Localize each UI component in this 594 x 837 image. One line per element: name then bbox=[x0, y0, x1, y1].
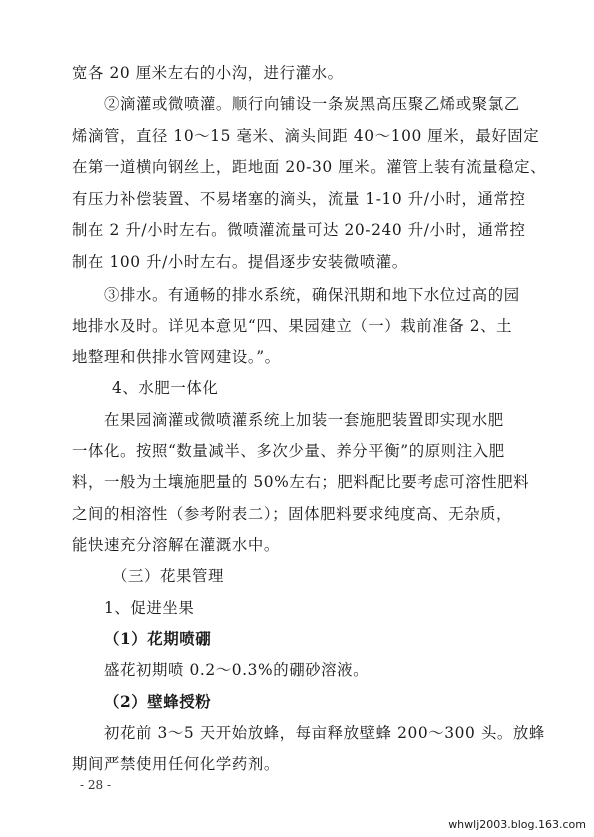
text-line: ③排水。有通畅的排水系统，确保汛期和地下水位过高的园 bbox=[104, 286, 520, 304]
text-line: 之间的相溶性（参考附表二）；固体肥料要求纯度高、无杂质， bbox=[72, 505, 513, 523]
section-heading: 1、促进坐果 bbox=[104, 599, 195, 617]
text-line: 一体化。按照“数量减半、多次少量、养分平衡”的原则注入肥 bbox=[72, 442, 505, 460]
page-number: - 28 - bbox=[80, 778, 112, 792]
subsection-heading: （1）花期喷硼 bbox=[104, 630, 212, 648]
text-line: 地整理和供排水管网建设。”。 bbox=[72, 348, 281, 366]
text-line: 制在 2 升/小时左右。微喷灌流量可达 20-240 升/小时，通常控 bbox=[72, 221, 526, 239]
text-line: 能快速充分溶解在灌溉水中。 bbox=[72, 536, 280, 554]
watermark: whwlj2003.blog.163.com bbox=[448, 818, 586, 831]
text-line: 有压力补偿装置、不易堵塞的滴头，流量 1-10 升/小时，通常控 bbox=[72, 190, 526, 208]
text-line: 制在 100 升/小时左右。提倡逐步安装微喷灌。 bbox=[72, 253, 408, 271]
subsection-heading: （2）壁蜂授粉 bbox=[104, 693, 212, 711]
text-line: 烯滴管，直径 10～15 毫米、滴头间距 40～100 厘米，最好固定 bbox=[72, 127, 540, 145]
section-heading: （三）花果管理 bbox=[112, 567, 224, 585]
text-line: 初花前 3～5 天开始放蜂，每亩释放壁蜂 200～300 头。放蜂 bbox=[104, 724, 545, 742]
text-line: 料，一般为土壤施肥量的 50%左右；肥料配比要考虑可溶性肥料 bbox=[72, 473, 530, 491]
section-heading: 4、水肥一体化 bbox=[112, 379, 219, 397]
text-line: ②滴灌或微喷灌。顺行向铺设一条炭黑高压聚乙烯或聚氯乙 bbox=[104, 95, 520, 113]
text-line: 在第一道横向钢丝上，距地面 20-30 厘米。灌管上装有流量稳定、 bbox=[72, 158, 547, 176]
text-line: 在果园滴灌或微喷灌系统上加装一套施肥装置即实现水肥 bbox=[104, 411, 504, 429]
text-line: 盛花初期喷 0.2～0.3%的硼砂溶液。 bbox=[104, 661, 370, 679]
text-line: 宽各 20 厘米左右的小沟，进行灌水。 bbox=[72, 64, 344, 82]
text-line: 地排水及时。详见本意见“四、果园建立（一）栽前准备 2、土 bbox=[72, 317, 513, 335]
text-line: 期间严禁使用任何化学药剂。 bbox=[72, 755, 280, 773]
